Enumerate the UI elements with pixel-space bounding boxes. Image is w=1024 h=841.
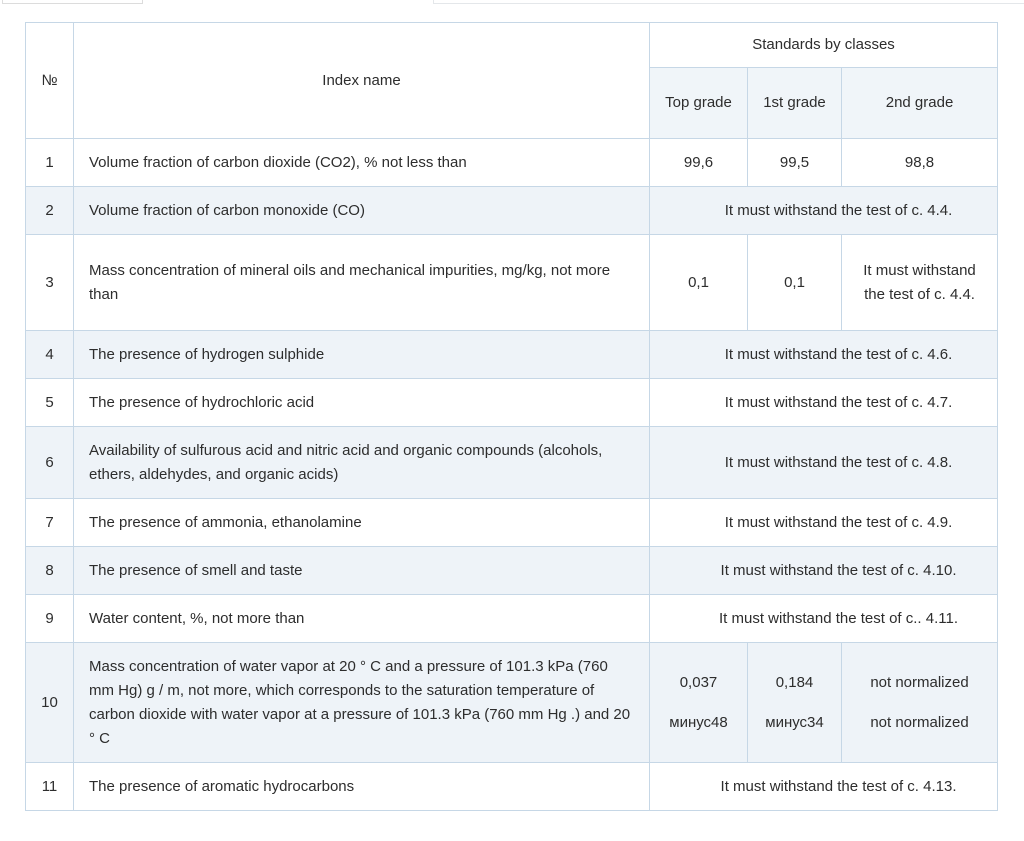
value-line: минус48 (669, 713, 728, 731)
index-name-cell: The presence of hydrochloric acid (74, 379, 650, 427)
table-row (26, 547, 998, 595)
table-row (26, 763, 998, 811)
top-tab-fragment-left (2, 0, 143, 4)
table-row (26, 187, 998, 235)
top-grade-value (650, 643, 748, 763)
top-grade-value: 0,1 (650, 235, 748, 331)
2nd-grade-value: It must withstand the test of c. 4.4. (842, 235, 998, 331)
merged-standard-value: It must withstand the test of c. 4.6. (650, 331, 998, 379)
row-number: 1 (26, 139, 74, 187)
merged-standard-value: It must withstand the test of c. 4.10. (650, 547, 998, 595)
table-row (26, 331, 998, 379)
top-tab-fragment-right (433, 0, 1024, 4)
index-name-cell: Water content, %, not more than (74, 595, 650, 643)
row-number: 6 (26, 427, 74, 499)
table-row (26, 643, 998, 763)
merged-standard-value: It must withstand the test of c.. 4.11. (650, 595, 998, 643)
column-header-number: № (26, 23, 74, 139)
index-name-cell: Volume fraction of carbon monoxide (CO) (74, 187, 650, 235)
merged-standard-value: It must withstand the test of c. 4.4. (650, 187, 998, 235)
row-number: 10 (26, 643, 74, 763)
column-header-2nd-grade: 2nd grade (842, 68, 998, 139)
row-number: 11 (26, 763, 74, 811)
1st-grade-value (748, 643, 842, 763)
column-header-top-grade: Top grade (650, 68, 748, 139)
2nd-grade-value: 98,8 (842, 139, 998, 187)
merged-standard-value: It must withstand the test of c. 4.7. (650, 379, 998, 427)
merged-standard-value: It must withstand the test of c. 4.13. (650, 763, 998, 811)
index-name-cell: The presence of ammonia, ethanolamine (74, 499, 650, 547)
index-name-cell: The presence of hydrogen sulphide (74, 331, 650, 379)
table-row (26, 595, 998, 643)
table-row (26, 427, 998, 499)
value-line: 0,037 (679, 673, 718, 691)
table-row (26, 139, 998, 187)
row-number: 2 (26, 187, 74, 235)
1st-grade-value: 99,5 (748, 139, 842, 187)
top-grade-value: 99,6 (650, 139, 748, 187)
merged-standard-value: It must withstand the test of c. 4.8. (650, 427, 998, 499)
index-name-cell: Volume fraction of carbon dioxide (CO2), % not less than (74, 139, 650, 187)
index-name-cell: Mass concentration of water vapor at 20 ° C and a pressure of 101.3 kPa (760 mm Hg) g / m, not more, which corresponds to the saturation temperature of carbon dioxide with water vapor at a pressure of 101.3 kPa (760 mm Hg .) and 20 ° C (74, 643, 650, 763)
value-line: not normalized (870, 673, 969, 691)
column-header-standards-by-classes: Standards by classes (650, 23, 998, 68)
table-row (26, 499, 998, 547)
standards-table (25, 22, 998, 811)
row-number: 8 (26, 547, 74, 595)
1st-grade-value: 0,1 (748, 235, 842, 331)
merged-standard-value: It must withstand the test of c. 4.9. (650, 499, 998, 547)
row-number: 4 (26, 331, 74, 379)
column-header-1st-grade: 1st grade (748, 68, 842, 139)
row-number: 5 (26, 379, 74, 427)
table-row (26, 379, 998, 427)
value-line: 0,184 (775, 673, 814, 691)
2nd-grade-value (842, 643, 998, 763)
value-line: not normalized (870, 713, 969, 731)
row-number: 3 (26, 235, 74, 331)
column-header-index-name: Index name (74, 23, 650, 139)
row-number: 7 (26, 499, 74, 547)
value-line: минус34 (765, 713, 824, 731)
index-name-cell: The presence of aromatic hydrocarbons (74, 763, 650, 811)
table-row (26, 235, 998, 331)
index-name-cell: The presence of smell and taste (74, 547, 650, 595)
index-name-cell: Mass concentration of mineral oils and mechanical impurities, mg/kg, not more than (74, 235, 650, 331)
row-number: 9 (26, 595, 74, 643)
index-name-cell: Availability of sulfurous acid and nitric acid and organic compounds (alcohols, ethers, aldehydes, and organic acids) (74, 427, 650, 499)
